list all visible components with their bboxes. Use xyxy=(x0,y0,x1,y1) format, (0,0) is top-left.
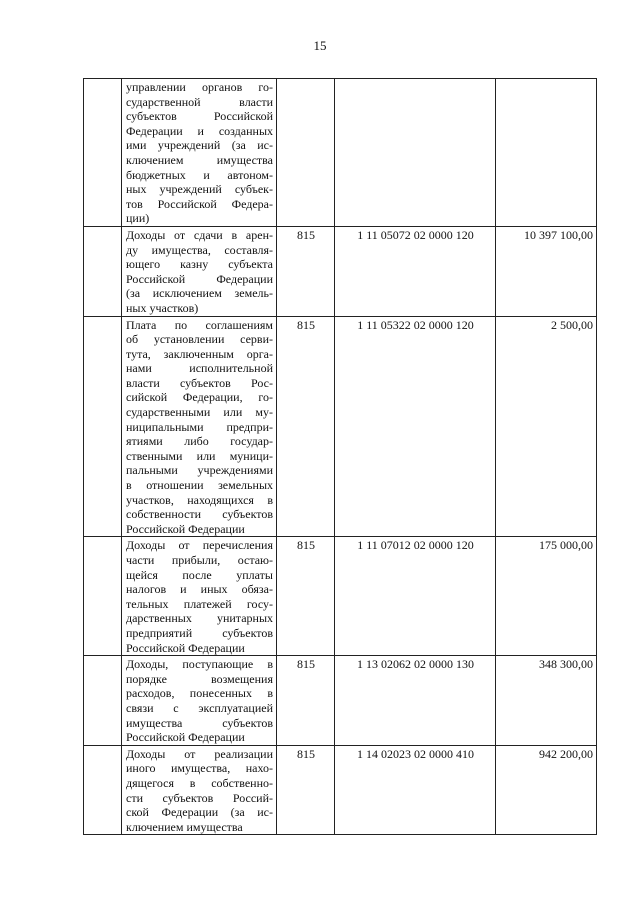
revenue-name-cell xyxy=(122,226,277,316)
revenue-name-line: Федерации и созданных xyxy=(126,123,273,138)
table-row xyxy=(84,745,597,835)
amount-cell xyxy=(496,79,597,227)
revenue-name-line: Плата по соглашениям xyxy=(126,317,273,332)
table-row xyxy=(84,316,597,537)
revenue-name-line: в отношении земельных xyxy=(126,478,273,493)
revenue-table xyxy=(83,78,597,835)
revenue-name-line: Российской Федерации xyxy=(126,521,245,536)
revenue-name-line: собственности субъектов xyxy=(126,507,273,522)
revenue-name-line: расходов, понесенных в xyxy=(126,686,273,701)
revenue-name-line: об установлении серви- xyxy=(126,332,273,347)
revenue-name-line: иного имущества, нахо- xyxy=(126,761,273,776)
revenue-name-line: налогов и иных обяза- xyxy=(126,582,273,597)
revenue-name-line: порядке возмещения xyxy=(126,671,273,686)
table-row xyxy=(84,537,597,656)
classification-code-cell: 1 13 02062 02 0000 130 xyxy=(335,656,496,746)
classification-code-cell: 1 11 05072 02 0000 120 xyxy=(335,226,496,316)
revenue-name-line: ими учреждений (за ис- xyxy=(126,138,273,153)
classification-code-cell xyxy=(335,79,496,227)
revenue-name-line: Российской Федерации xyxy=(126,271,273,286)
revenue-name-line: Российской Федерации xyxy=(126,640,245,655)
revenue-name-line: Доходы от перечисления xyxy=(126,538,273,553)
revenue-name-line: Доходы от реализации xyxy=(126,746,273,761)
classification-code-cell: 1 14 02023 02 0000 410 xyxy=(335,745,496,835)
admin-code-cell: 815 xyxy=(277,745,335,835)
amount-cell: 2 500,00 xyxy=(496,316,597,537)
revenue-name-line: ственными или муници- xyxy=(126,448,273,463)
revenue-name-line: ных учреждений субъек- xyxy=(126,182,273,197)
row-number-cell xyxy=(84,79,122,227)
revenue-name-cell xyxy=(122,745,277,835)
revenue-name-line: ных участков) xyxy=(126,300,199,315)
revenue-name-line: тута, заключенным орга- xyxy=(126,346,273,361)
revenue-name-cell xyxy=(122,656,277,746)
revenue-name-line: ключением имущества xyxy=(126,152,273,167)
amount-cell: 10 397 100,00 xyxy=(496,226,597,316)
revenue-name-line: имущества субъектов xyxy=(126,715,273,730)
revenue-name-line: ниципальными предпри- xyxy=(126,419,273,434)
row-number-cell xyxy=(84,656,122,746)
revenue-name-line: тов Российской Федера- xyxy=(126,196,273,211)
admin-code-cell: 815 xyxy=(277,226,335,316)
revenue-name-line: участков, находящихся в xyxy=(126,492,273,507)
table-row xyxy=(84,226,597,316)
amount-cell: 348 300,00 xyxy=(496,656,597,746)
revenue-name-line: ятиями либо государ- xyxy=(126,434,273,449)
revenue-name-line: ции) xyxy=(126,211,150,226)
revenue-name-line: (за исключением земель- xyxy=(126,286,273,301)
revenue-name-line: предприятий субъектов xyxy=(126,625,273,640)
classification-code-cell: 1 11 07012 02 0000 120 xyxy=(335,537,496,656)
revenue-name-line: сти субъектов Россий- xyxy=(126,790,273,805)
revenue-name-line: части прибыли, остаю- xyxy=(126,553,273,567)
amount-cell: 175 000,00 xyxy=(496,537,597,656)
revenue-name-line: субъектов Российской xyxy=(126,109,273,124)
revenue-name-line: Российской Федерации xyxy=(126,730,245,745)
row-number-cell xyxy=(84,316,122,537)
revenue-name-line: щейся после уплаты xyxy=(126,567,273,582)
revenue-name-line: Доходы, поступающие в xyxy=(126,657,273,672)
classification-code-cell: 1 11 05322 02 0000 120 xyxy=(335,316,496,537)
page-number: 15 xyxy=(313,38,327,53)
revenue-name-line: сийской Федерации, го- xyxy=(126,390,273,405)
revenue-name-line: связи с эксплуатацией xyxy=(126,700,273,715)
revenue-name-line: нами исполнительной xyxy=(126,361,273,376)
revenue-name-line: сударственными или му- xyxy=(126,405,273,420)
admin-code-cell: 815 xyxy=(277,656,335,746)
revenue-name-line: сударственной власти xyxy=(126,94,273,109)
revenue-name-line: ской Федерации (за ис- xyxy=(126,805,273,820)
revenue-name-line: управлении органов го- xyxy=(126,80,273,94)
admin-code-cell: 815 xyxy=(277,316,335,537)
amount-cell: 942 200,00 xyxy=(496,745,597,835)
table-body xyxy=(84,79,597,835)
row-number-cell xyxy=(84,745,122,835)
revenue-name-line: власти субъектов Рос- xyxy=(126,375,273,390)
admin-code-cell xyxy=(277,79,335,227)
revenue-name-cell xyxy=(122,316,277,537)
row-number-cell xyxy=(84,537,122,656)
table-row xyxy=(84,79,597,227)
revenue-name-line: пальными учреждениями xyxy=(126,463,273,478)
revenue-name-line: тельных платежей госу- xyxy=(126,596,273,611)
revenue-name-line: ключением имущества xyxy=(126,819,243,834)
revenue-name-line: бюджетных и автоном- xyxy=(126,167,273,182)
admin-code-cell: 815 xyxy=(277,537,335,656)
row-number-cell xyxy=(84,226,122,316)
revenue-name-line: Доходы от сдачи в арен- xyxy=(126,227,273,242)
revenue-name-cell xyxy=(122,537,277,656)
revenue-name-line: ду имущества, составля- xyxy=(126,242,273,257)
revenue-name-line: дящегося в собственно- xyxy=(126,775,273,790)
table-row xyxy=(84,656,597,746)
revenue-name-line: дарственных унитарных xyxy=(126,611,273,626)
revenue-name-line: ющего казну субъекта xyxy=(126,257,273,272)
revenue-name-cell xyxy=(122,79,277,227)
